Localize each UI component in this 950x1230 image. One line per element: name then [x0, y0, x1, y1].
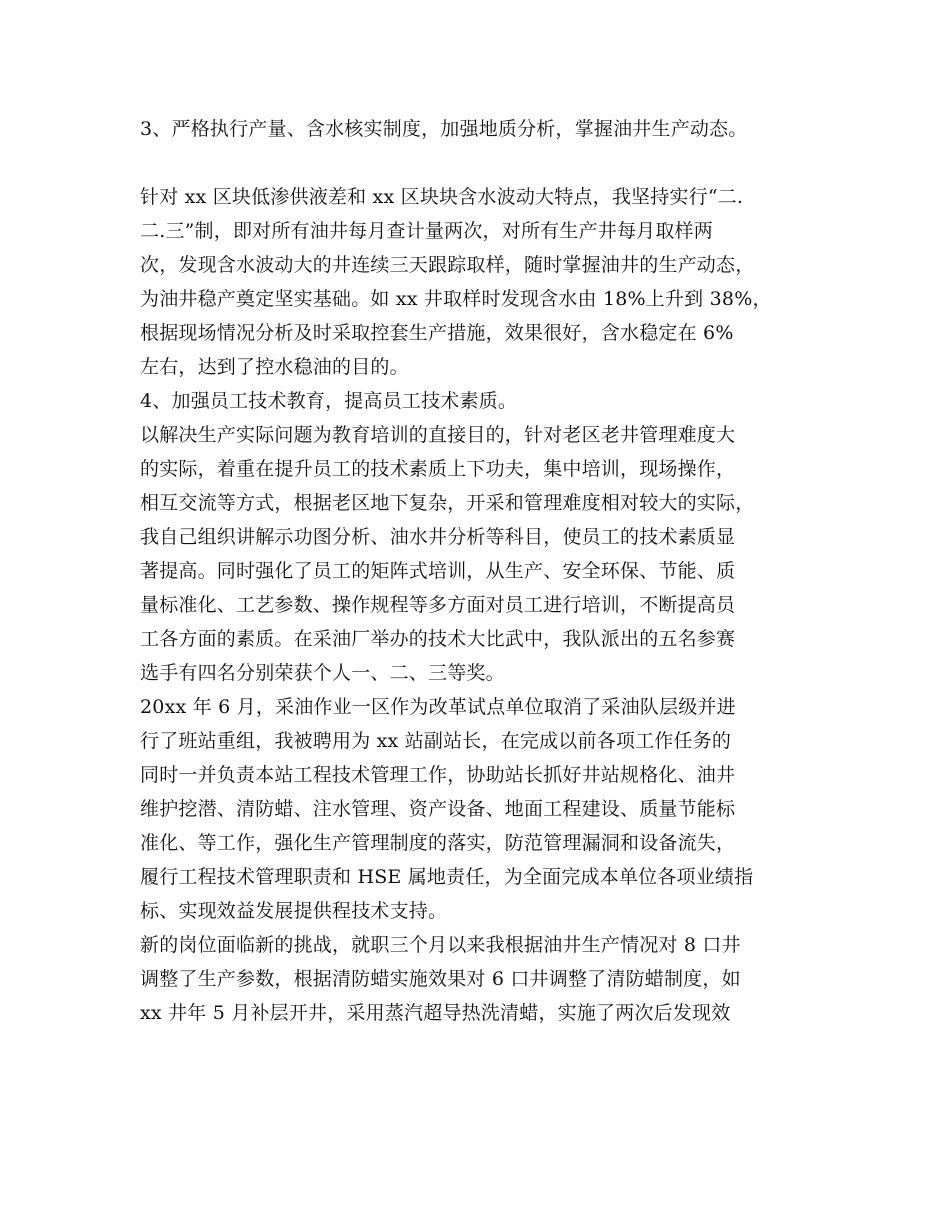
- text-line: 的实际，着重在提升员工的技术素质上下功夫，集中培训，现场操作，: [140, 458, 736, 480]
- text-line: xx 井年 5 月补层开井，采用蒸汽超导热洗清蜡，实施了两次后发现效: [140, 1002, 731, 1024]
- text-line: 维护挖潜、清防蜡、注水管理、资产设备、地面工程建设、质量节能标: [140, 798, 736, 820]
- text-line: 标、实现效益发展提供程技术支持。: [140, 900, 448, 922]
- text-line: 履行工程技术管理职责和 HSE 属地责任，为全面完成本单位各项业绩指: [140, 866, 754, 888]
- blank-line: [140, 146, 830, 180]
- text-line: 准化、等工作，强化生产管理制度的落实，防范管理漏洞和设备流失，: [140, 832, 736, 854]
- text-line: 我自己组织讲解示功图分析、油水井分析等科目，使员工的技术素质显: [140, 526, 736, 548]
- text-line: 20xx 年 6 月，采油作业一区作为改革试点单位取消了采油队层级并进: [140, 696, 736, 718]
- text-line: 左右，达到了控水稳油的目的。: [140, 356, 409, 378]
- text-line: 针对 xx 区块低渗供液差和 xx 区块块含水波动大特点，我坚持实行“二.: [140, 186, 744, 208]
- text-line: 为油井稳产奠定坚实基础。如 xx 井取样时发现含水由 18%上升到 38%，: [140, 288, 772, 310]
- text-line: 新的岗位面临新的挑战，就职三个月以来我根据油井生产情况对 8 口井: [140, 934, 741, 956]
- document-body: [140, 112, 830, 1030]
- text-line: 著提高。同时强化了员工的矩阵式培训，从生产、安全环保、节能、质: [140, 560, 736, 582]
- text-line: 同时一并负责本站工程技术管理工作，协助站长抓好井站规格化、油井: [140, 764, 736, 786]
- text-line: 以解决生产实际问题为教育培训的直接目的，针对老区老井管理难度大: [140, 424, 736, 446]
- text-line: 根据现场情况分析及时采取控套生产措施，效果很好，含水稳定在 6%: [140, 322, 734, 344]
- text-line: 量标准化、工艺参数、操作规程等多方面对员工进行培训，不断提高员: [140, 594, 736, 616]
- section-heading: 4、加强员工技术教育，提高员工技术素质。: [140, 390, 518, 412]
- text-line: 选手有四名分别荣获个人一、二、三等奖。: [140, 662, 505, 684]
- text-line: 工各方面的素质。在采油厂举办的技术大比武中，我队派出的五名参赛: [140, 628, 736, 650]
- text-line: 二.三”制，即对所有油井每月查计量两次，对所有生产井每月取样两: [140, 220, 713, 242]
- text-line: 3、严格执行产量、含水核实制度，加强地质分析，掌握油井生产动态。: [140, 118, 748, 140]
- text-line: 次，发现含水波动大的井连续三天跟踪取样，随时掌握油井的生产动态，: [140, 254, 755, 276]
- text-line: 行了班站重组，我被聘用为 xx 站副站长，在完成以前各项工作任务的: [140, 730, 732, 752]
- text-line: 相互交流等方式，根据老区地下复杂，开采和管理难度相对较大的实际，: [140, 492, 755, 514]
- text-line: 调整了生产参数，根据清防蜡实施效果对 6 口井调整了清防蜡制度，如: [140, 968, 741, 990]
